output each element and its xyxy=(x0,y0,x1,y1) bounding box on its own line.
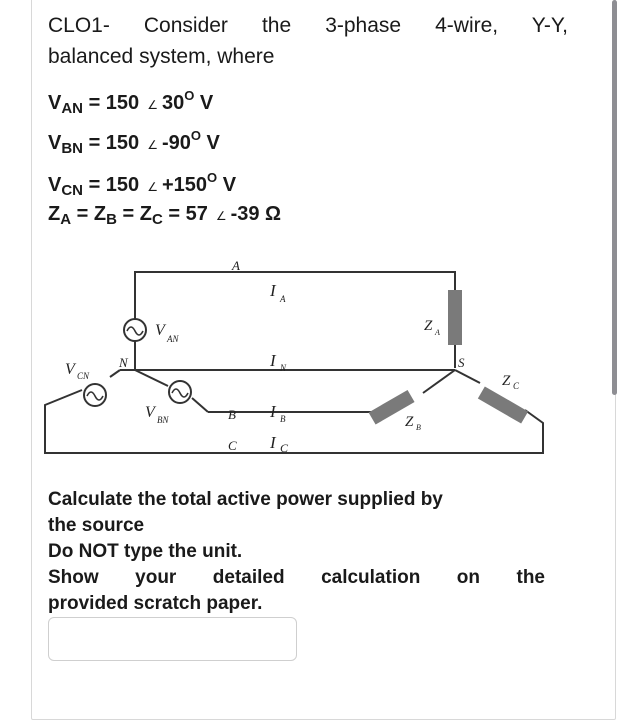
angle-symbol: ∠ xyxy=(215,209,227,223)
source-label-van: V xyxy=(155,322,165,339)
eq-magnitude: = 150 xyxy=(83,132,140,154)
task-line-1: Calculate the total active power supplied by xyxy=(48,489,443,510)
degree-mark: O xyxy=(190,128,201,143)
eq-unit: V xyxy=(194,92,214,114)
impedance-label-zb: Z xyxy=(405,414,414,430)
eq-sub: AN xyxy=(61,100,84,117)
eq-var: Z xyxy=(139,203,152,225)
wire-vbn-branch-2 xyxy=(192,398,208,412)
eq-sub: C xyxy=(151,211,163,228)
impedance-sub-za: A xyxy=(435,328,440,337)
answer-input[interactable] xyxy=(48,617,297,661)
question-line-2: balanced system, where xyxy=(48,45,275,68)
task-line-5: provided scratch paper. xyxy=(48,593,263,614)
eq-var: Z xyxy=(48,203,61,225)
eq-magnitude: = 150 xyxy=(83,92,140,114)
eq-unit: V xyxy=(217,174,237,196)
equation-vbn xyxy=(48,128,220,157)
current-sub-in: N xyxy=(280,363,287,373)
current-sub-ic: C xyxy=(280,441,289,455)
eq-angle: -39 xyxy=(230,203,260,225)
node-label-b: B xyxy=(228,407,236,422)
eq-sub: B xyxy=(106,211,117,228)
circuit-diagram xyxy=(30,255,570,470)
source-sub-vbn: BN xyxy=(157,415,169,425)
task-line-4: Show your detailed calculation on the xyxy=(48,567,545,588)
node-label-c: C xyxy=(228,438,237,453)
degree-mark: O xyxy=(207,170,218,185)
equation-impedance: $Z_A = Z_B = Z_C = 57$ ∠ -39 Ω xyxy=(48,203,282,228)
node-label-n: N xyxy=(119,355,128,370)
degree-mark: O xyxy=(184,88,195,103)
current-sub-ia: A xyxy=(280,294,286,304)
current-sub-ib: B xyxy=(280,414,286,424)
wire-s-to-zb xyxy=(423,370,455,393)
task-line-3: Do NOT type the unit. xyxy=(48,541,243,562)
wire-line-c xyxy=(45,390,543,453)
eq-angle: +150 xyxy=(161,174,208,196)
eq-var: V xyxy=(48,174,62,196)
source-sub-vcn: CN xyxy=(77,371,90,381)
impedance-sub-zc: C xyxy=(513,381,520,391)
wire-line-a xyxy=(135,272,455,322)
angle-symbol: ∠ xyxy=(147,138,158,152)
scrollbar[interactable] xyxy=(612,0,617,395)
question-text xyxy=(48,10,568,72)
eq-var: V xyxy=(48,132,62,154)
eq-sub: CN xyxy=(61,182,84,199)
eq-sub: BN xyxy=(61,140,84,157)
wire-vbn-branch-1 xyxy=(135,370,168,386)
impedance-zc xyxy=(478,386,528,423)
eq-unit: V xyxy=(200,132,220,154)
impedance-za xyxy=(448,290,462,345)
current-label-ib: I xyxy=(270,402,276,421)
angle-symbol: ∠ xyxy=(147,180,158,194)
source-label-vcn: V xyxy=(65,361,75,378)
eq-magnitude: = 150 xyxy=(83,174,140,196)
current-label-ic: I xyxy=(270,433,276,452)
impedance-label-za: Z xyxy=(424,318,433,334)
impedance-sub-zb: B xyxy=(416,423,421,432)
eq-sub: A xyxy=(60,211,72,228)
node-label-s: S xyxy=(458,355,465,370)
impedance-label-zc: Z xyxy=(502,373,511,389)
current-label-ia: I xyxy=(270,281,276,300)
task-instructions xyxy=(48,487,545,617)
eq-angle: 30 xyxy=(161,92,185,114)
source-sub-van: AN xyxy=(167,334,179,344)
node-label-a: A xyxy=(232,258,240,273)
source-vcn xyxy=(84,384,106,406)
source-vbn xyxy=(169,381,191,403)
eq-var: Z xyxy=(93,203,107,225)
source-van xyxy=(124,319,146,341)
eq-unit: Ω xyxy=(259,203,282,225)
eq-angle: -90 xyxy=(161,132,191,154)
current-label-in: I xyxy=(270,351,276,370)
equation-van xyxy=(48,88,213,117)
angle-symbol: ∠ xyxy=(147,98,158,112)
question-line-1: CLO1- Consider the 3-phase 4-wire, Y-Y, xyxy=(48,14,568,37)
task-line-2: the source xyxy=(48,515,145,536)
wire-s-to-zc xyxy=(455,370,480,383)
eq-magnitude: = 57 xyxy=(162,203,208,225)
source-label-vbn: V xyxy=(145,404,155,421)
eq-var: V xyxy=(48,92,62,114)
equation-vcn xyxy=(48,170,236,199)
wire-vcn-branch xyxy=(110,370,120,377)
